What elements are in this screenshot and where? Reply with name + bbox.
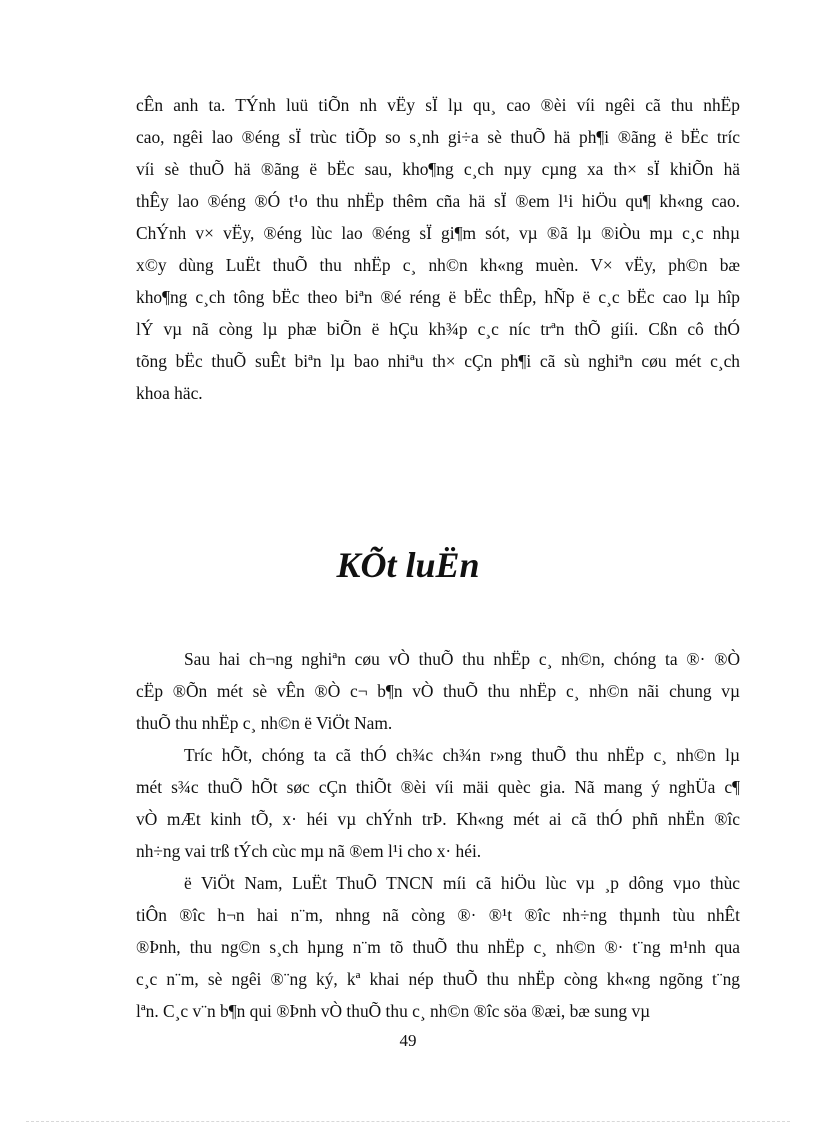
text-line: lªn. C¸c v¨n b¶n qui ®Þnh vÒ thuÕ thu c¸ nh©n ®îc söa ®æi, bæ sung vµ [136, 1001, 651, 1021]
text-line: ë ViÖt Nam, LuËt ThuÕ TNCN míi cã hiÖu lùc vµ ¸p dông vµo thùc [184, 873, 740, 893]
text-line: lÝ vµ nã còng lµ phæ biÕn ë hÇu kh¾p c¸c níc trªn thÕ giíi. Cßn cô thÓ [136, 319, 740, 339]
text-line: cËp ®Õn mét sè vÊn ®Ò c¬ b¶n vÒ thuÕ thu nhËp c¸ nh©n nãi chung vµ [136, 681, 740, 701]
text-line: nh÷ng vai trß tÝch cùc mµ nã ®em l¹i cho x· héi. [136, 841, 482, 861]
text-line: Tríc hÕt, chóng ta cã thÓ ch¾c ch¾n r»ng thuÕ thu nhËp c¸ nh©n lµ [184, 745, 740, 765]
text-line: thuÕ thu nhËp c¸ nh©n ë ViÖt Nam. [136, 713, 393, 733]
text-line: x©y dùng LuËt thuÕ thu nhËp c¸ nh©n kh«ng muèn. V× vËy, ph©n bæ [136, 255, 740, 275]
conclusion-paragraph-3 [136, 867, 740, 1027]
text-line: cÊn anh ta. TÝnh luü tiÕn nh vËy sÏ lµ qu¸ cao ®èi víi ngêi cã thu nhËp [136, 95, 740, 115]
text-line: cao, ngêi lao ®éng sÏ trùc tiÕp so s¸nh gi÷a sè thuÕ hä ph¶i ®ãng ë bËc tríc [136, 127, 740, 147]
text-line: tiÔn ®îc h¬n hai n¨m, nhng nã còng ®· ®¹t ®îc nh÷ng thµnh tùu nhÊt [136, 905, 740, 925]
page-bottom-divider [26, 1121, 790, 1122]
text-line: c¸c n¨m, sè ngêi ®¨ng ký, kª khai nép thuÕ thu nhËp còng kh«ng ngõng t¨ng [136, 969, 740, 989]
text-line: víi sè thuÕ hä ®ãng ë bËc sau, kho¶ng c¸ch nµy cµng xa th× sÏ khiÕn hä [136, 159, 740, 179]
text-line: ®Þnh, thu ng©n s¸ch hµng n¨m tõ thuÕ thu nhËp c¸ nh©n ®· t¨ng m¹nh qua [136, 937, 740, 957]
text-line: Sau hai ch¬ng nghiªn cøu vÒ thuÕ thu nhËp c¸ nh©n, chóng ta ®· ®Ò [184, 649, 740, 669]
conclusion-paragraph-1 [136, 643, 740, 739]
text-line: mét s¾c thuÕ hÕt søc cÇn thiÕt ®èi víi mäi quèc gia. Nã mang ý nghÜa c¶ [136, 777, 740, 797]
text-line: ChÝnh v× vËy, ®éng lùc lao ®éng sÏ gi¶m sót, vµ ®ã lµ ®iÒu mµ c¸c nhµ [136, 223, 740, 243]
section-heading: KÕt luËn [336, 545, 480, 585]
text-line: kho¶ng c¸ch tông bËc theo biªn ®é réng ë bËc thÊp, hÑp ë c¸c bËc cao lµ hîp [136, 287, 740, 307]
conclusion-paragraph-2 [136, 739, 740, 867]
text-line: thÊy lao ®éng ®Ó t¹o thu nhËp thêm cña hä sÏ ®em l¹i hiÖu qu¶ kh«ng cao. [136, 191, 740, 211]
text-line: vÒ mÆt kinh tÕ, x· héi vµ chÝnh trÞ. Kh«ng mét ai cã thÓ phñ nhËn ®îc [136, 809, 740, 829]
text-line: tõng bËc thuÕ suÊt biªn lµ bao nhiªu th× cÇn ph¶i cã sù nghiªn cøu mét c¸ch [136, 351, 740, 371]
text-line: khoa häc. [136, 383, 203, 403]
page-number: 49 [399, 1031, 417, 1050]
top-paragraph [136, 89, 740, 409]
